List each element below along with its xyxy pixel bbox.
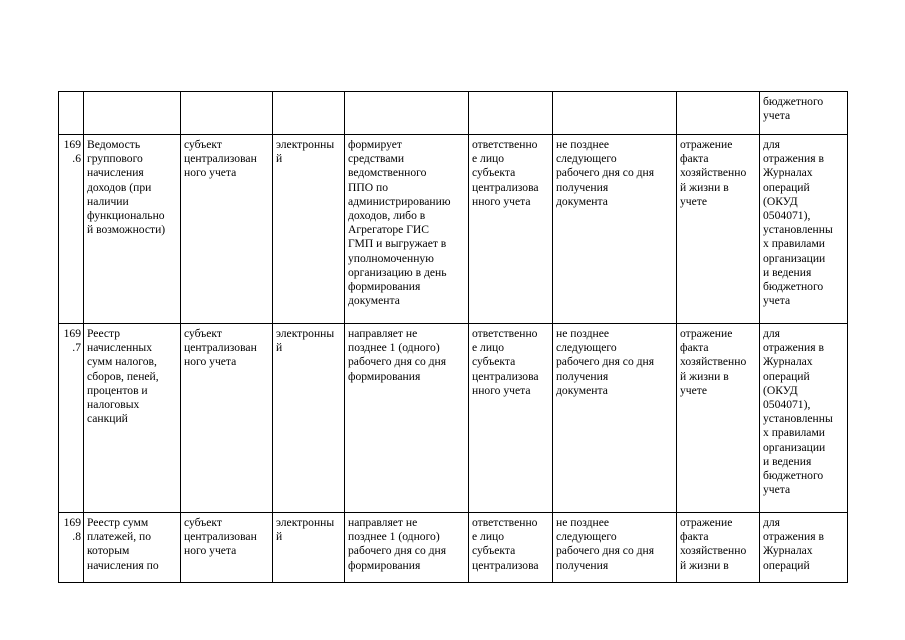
form-type-cell: электронны й: [273, 513, 345, 583]
responsible-entity-cell: субъект централизован ного учета: [181, 513, 273, 583]
table-row: [59, 92, 848, 135]
document-name-cell: Реестр начисленных сумм налогов, сборов, пеней, процентов и налоговых санкций: [84, 324, 181, 513]
submission-term-cell: направляет не позднее 1 (одного) рабочего дня со дня формирования: [345, 513, 469, 583]
form-type-cell: [273, 92, 345, 135]
form-type-cell: электронны й: [273, 324, 345, 513]
purpose-cell: отражение факта хозяйственно й жизни в учете: [677, 324, 760, 513]
document-name-cell: Реестр сумм платежей, по которым начисления по: [84, 513, 181, 583]
row-number-cell: 169 .7: [59, 324, 84, 513]
recipient-cell: ответственно е лицо субъекта централизова нного учета: [469, 324, 553, 513]
submission-term-cell: направляет не позднее 1 (одного) рабочего дня со дня формирования: [345, 324, 469, 513]
accounting-note-cell: для отражения в Журналах операций (ОКУД 0504071), установленны х правилами организации и ведения бюджетного учета: [760, 324, 848, 513]
accounting-note-cell: для отражения в Журналах операций: [760, 513, 848, 583]
document-name-cell: Ведомость группового начисления доходов (при наличии функционально й возможности): [84, 135, 181, 324]
row-number-cell: [59, 92, 84, 135]
recipient-cell: ответственно е лицо субъекта централизова: [469, 513, 553, 583]
processing-term-cell: [553, 92, 677, 135]
form-type-cell: электронны й: [273, 135, 345, 324]
submission-term-cell: формирует средствами ведомственного ППО по администрированию доходов, либо в Агрегаторе ГИС ГМП и выгружает в уполномоченную организацию в день формирования документа: [345, 135, 469, 324]
processing-term-cell: не позднее следующего рабочего дня со дня получения документа: [553, 135, 677, 324]
recipient-cell: ответственно е лицо субъекта централизова нного учета: [469, 135, 553, 324]
row-number-cell: 169 .8: [59, 513, 84, 583]
processing-term-cell: не позднее следующего рабочего дня со дня получения документа: [553, 324, 677, 513]
table-row: [59, 324, 848, 513]
table-row: [59, 513, 848, 583]
table-row: [59, 135, 848, 324]
accounting-note-cell: бюджетного учета: [760, 92, 848, 135]
purpose-cell: [677, 92, 760, 135]
recipient-cell: [469, 92, 553, 135]
submission-term-cell: [345, 92, 469, 135]
processing-term-cell: не позднее следующего рабочего дня со дня получения: [553, 513, 677, 583]
responsible-entity-cell: субъект централизован ного учета: [181, 135, 273, 324]
responsible-entity-cell: субъект централизован ного учета: [181, 324, 273, 513]
purpose-cell: отражение факта хозяйственно й жизни в: [677, 513, 760, 583]
document-name-cell: [84, 92, 181, 135]
document-table: [58, 91, 848, 583]
responsible-entity-cell: [181, 92, 273, 135]
accounting-note-cell: для отражения в Журналах операций (ОКУД 0504071), установленны х правилами организации и ведения бюджетного учета: [760, 135, 848, 324]
purpose-cell: отражение факта хозяйственно й жизни в учете: [677, 135, 760, 324]
row-number-cell: 169 .6: [59, 135, 84, 324]
